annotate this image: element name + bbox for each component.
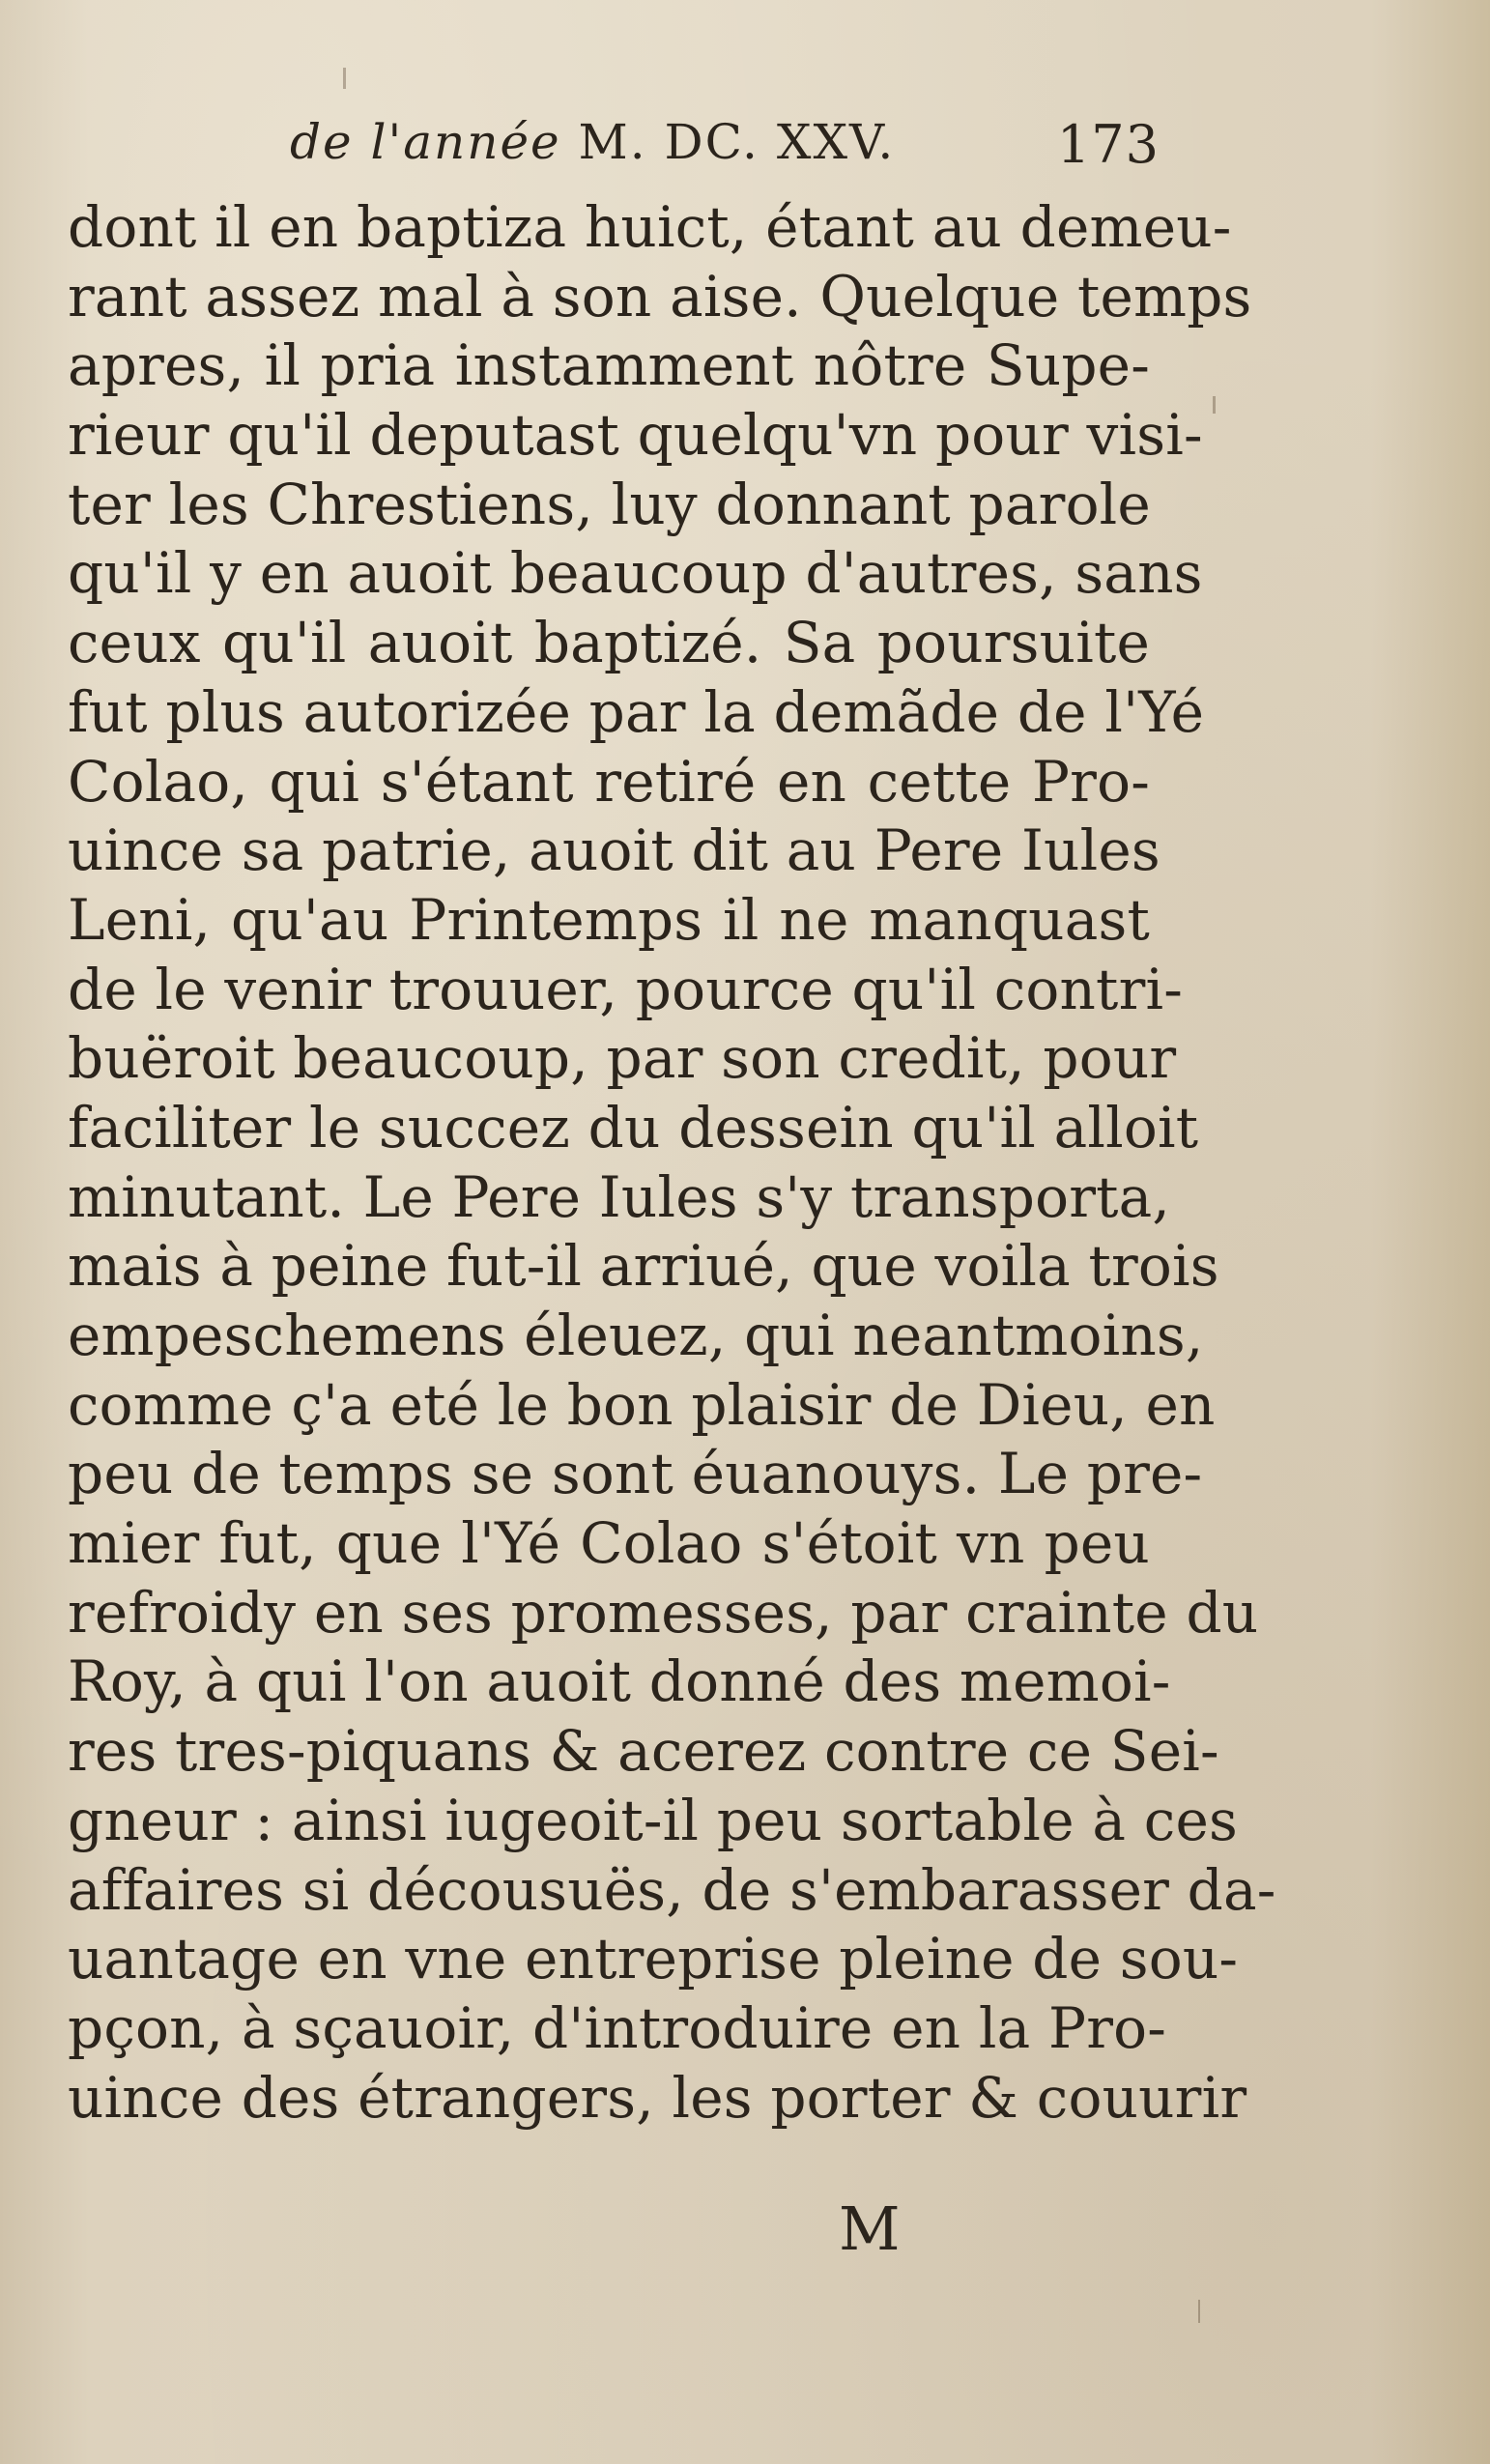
running-title	[290, 114, 895, 170]
page-blemish	[1213, 396, 1216, 414]
text-line: peu de temps se sont éuanouys. Le pre-	[68, 1441, 1203, 1507]
page-blemish	[1198, 2300, 1200, 2323]
text-line: Leni, qu'au Printemps il ne manquast	[68, 886, 1150, 953]
text-line: de le venir trouuer, pource qu'il contri-	[68, 956, 1184, 1022]
text-line: uantage en vne entreprise pleine de sou-	[68, 1926, 1239, 1992]
text-line: mais à peine fut-il arriué, que voila trois	[68, 1233, 1219, 1300]
page-blemish	[343, 68, 346, 89]
text-line: empeschemens éleuez, qui neantmoins,	[68, 1303, 1204, 1368]
page-number: 173	[1056, 114, 1160, 175]
text-line: rant assez mal à son aise. Quelque temps	[68, 263, 1252, 329]
running-title-caps: M. DC. XXV.	[578, 114, 896, 170]
text-line: ceux qu'il auoit baptizé. Sa poursuite	[68, 610, 1150, 676]
body-text	[68, 193, 1276, 2133]
signature-mark: M	[839, 2193, 901, 2264]
text-line: ter les Chrestiens, luy donnant parole	[68, 471, 1151, 537]
text-line: minutant. Le Pere Iules s'y transporta,	[68, 1163, 1171, 1230]
text-line: apres, il pria instamment nôtre Supe-	[68, 332, 1150, 399]
text-line: dont il en baptiza huict, étant au demeu-	[68, 194, 1232, 260]
text-line: res tres-piquans & acerez contre ce Sei-	[68, 1718, 1219, 1785]
text-line: Roy, à qui l'on auoit donné des memoi-	[68, 1648, 1171, 1715]
text-line: comme ç'a eté le bon plaisir de Dieu, en	[68, 1371, 1216, 1438]
text-line: qu'il y en auoit beaucoup d'autres, sans	[68, 540, 1203, 607]
text-line: mier fut, que l'Yé Colao s'étoit vn peu	[68, 1510, 1150, 1577]
text-line: faciliter le succez du dessein qu'il alloit	[68, 1094, 1199, 1160]
text-line: uince sa patrie, auoit dit au Pere Iules	[68, 817, 1160, 884]
text-line: uince des étrangers, les porter & couurir	[68, 2064, 1247, 2131]
text-line: refroidy en ses promesses, par crainte du	[68, 1579, 1259, 1646]
text-line: gneur : ainsi iugeoit-il peu sortable à ces	[68, 1787, 1238, 1853]
running-head	[290, 114, 1160, 175]
text-line: affaires si décousuës, de s'embarasser da-	[68, 1856, 1276, 1923]
text-line: pçon, à sçauoir, d'introduire en la Pro-	[68, 1994, 1167, 2061]
text-line: Colao, qui s'étant retiré en cette Pro-	[68, 748, 1150, 815]
running-title-italic: de l'année	[290, 114, 579, 170]
text-line: fut plus autorizée par la demãde de l'Yé	[68, 678, 1205, 745]
text-line: buëroit beaucoup, par son credit, pour	[68, 1025, 1177, 1092]
text-line: rieur qu'il deputast quelqu'vn pour visi-	[68, 402, 1203, 469]
